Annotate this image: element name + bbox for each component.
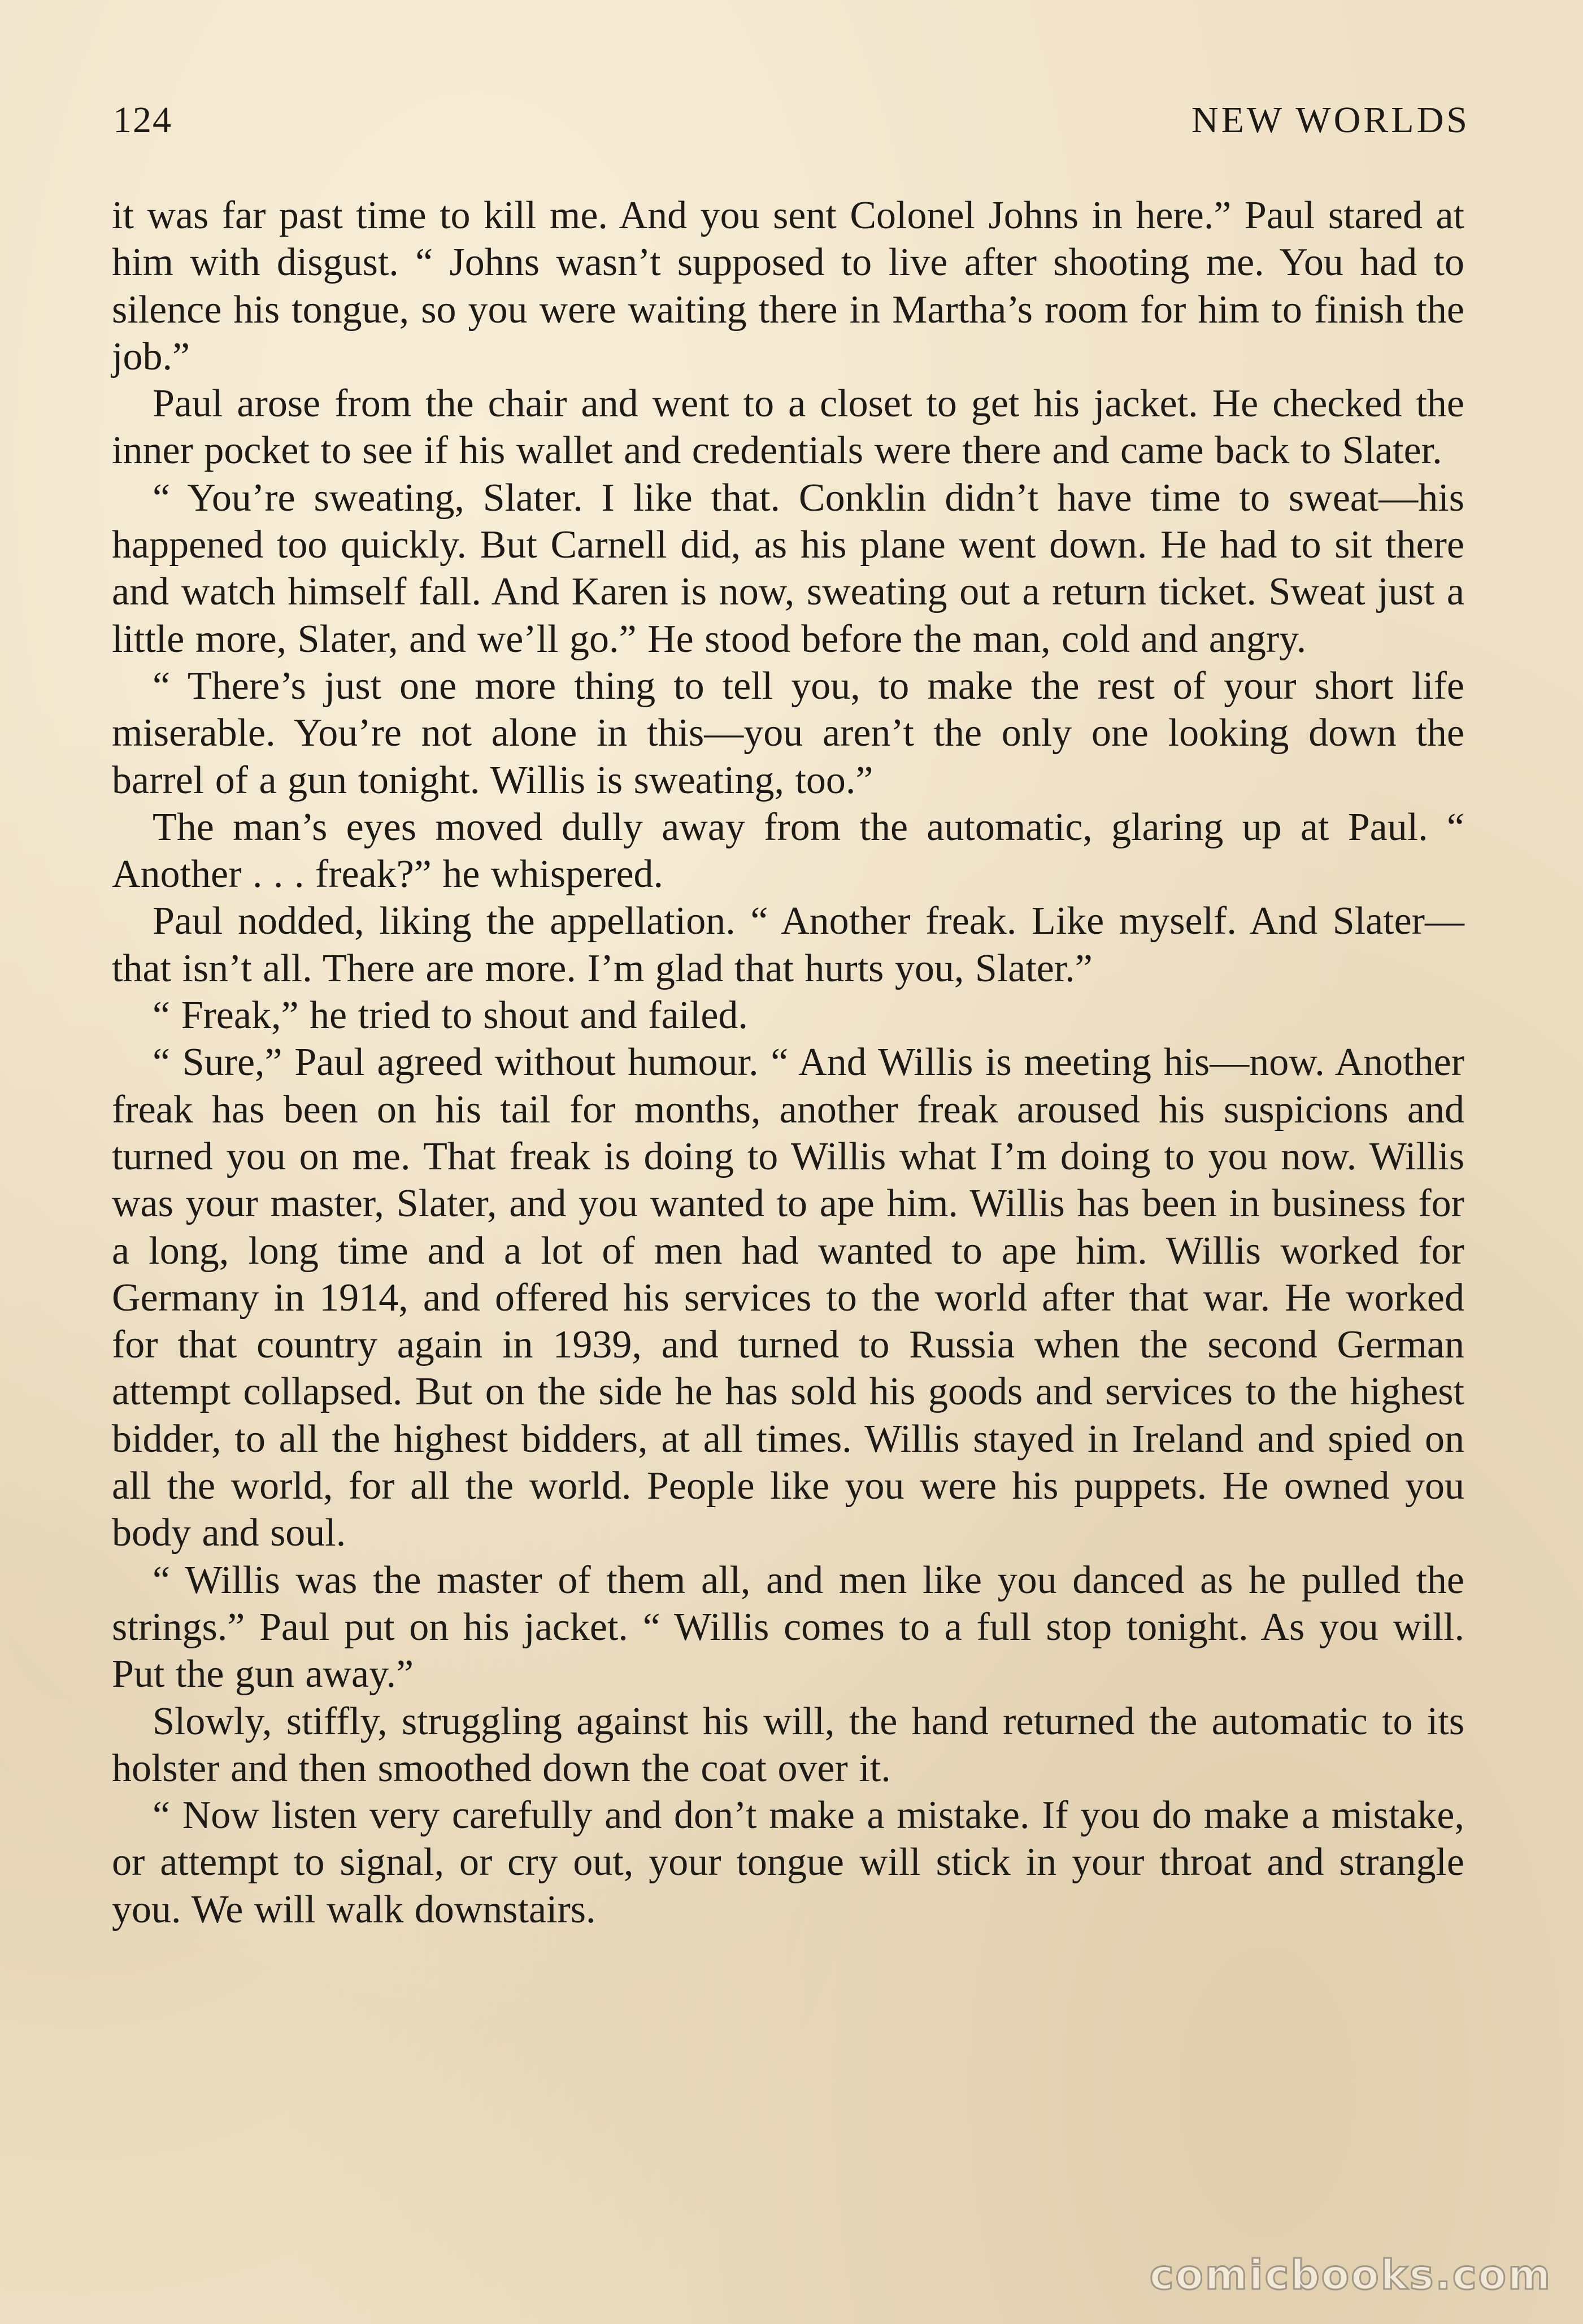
- paragraph: “ You’re sweating, Slater. I like that. Conklin didn’t have time to sweat—his happened too quickly. But Carnell did, as his plane went down. He had to sit there and watch himself fall. And Karen is now, sweating out a return ticket. Sweat just a little more, Slater, and we’ll go.” He stood before the man, cold and angry.: [112, 476, 1464, 661]
- paragraph: “ Freak,” he tried to shout and failed.: [153, 994, 748, 1038]
- paragraph: The man’s eyes moved dully away from the automatic, glaring up at Paul. “ Another . . . freak?” he whispered.: [112, 805, 1464, 896]
- paragraph: Paul nodded, liking the appellation. “ Another freak. Like myself. And Slater—that isn’t all. There are more. I’m glad that hurts you, Slater.”: [112, 899, 1464, 990]
- paragraph: it was far past time to kill me. And you sent Colonel Johns in here.” Paul stared at him with disgust. “ Johns wasn’t supposed to live after shooting me. You had to silence his tongue, so you were waiting there in Martha’s room for him to finish the job.”: [112, 194, 1464, 378]
- paragraph: “ Sure,” Paul agreed without humour. “ And Willis is meeting his—now. Another freak has been on his tail for months, another freak aroused his suspicions and turned you on me. That freak is doing to Willis what I’m doing to you now. Willis was your master, Slater, and you wanted to ape him. Willis has been in business for a long, long time and a lot of men had wanted to ape him. Willis worked for Germany in 1914, and offered his services to the world after that war. He worked for that country again in 1939, and turned to Russia when the second German attempt collapsed. But on the side he has sold his goods and services to the highest bidder, to all the highest bidders, at all times. Willis stayed in Ireland and spied on all the world, for all the world. People like you were his puppets. He owned you body and soul.: [112, 1041, 1464, 1555]
- paragraph: Paul arose from the chair and went to a closet to get his jacket. He checked the inner pocket to see if his wallet and credentials were there and came back to Slater.: [112, 382, 1464, 473]
- paragraph: “ There’s just one more thing to tell you, to make the rest of your short life miserable. You’re not alone in this—you aren’t the only one looking down the barrel of a gun tonight. Willis is sweating, too.”: [112, 664, 1464, 802]
- paragraph: “ Now listen very carefully and don’t make a mistake. If you do make a mistake, or attempt to signal, or cry out, your tongue will stick in your throat and strangle you. We will walk downstairs.: [112, 1794, 1464, 1931]
- story-text: [112, 192, 1464, 1933]
- page-number: 124: [113, 99, 172, 141]
- page-header: [113, 99, 1470, 150]
- paragraph: Slowly, stiffly, struggling against his will, the hand returned the automatic to its holster and then smoothed down the coat over it.: [112, 1699, 1464, 1790]
- paragraph: “ Willis was the master of them all, and men like you danced as he pulled the strings.” Paul put on his jacket. “ Willis comes to a full stop tonight. As you will. Put the gun away.”: [112, 1558, 1464, 1696]
- watermark: comicbooks.com: [1149, 2251, 1552, 2299]
- running-head-title: NEW WORLDS: [1191, 99, 1470, 141]
